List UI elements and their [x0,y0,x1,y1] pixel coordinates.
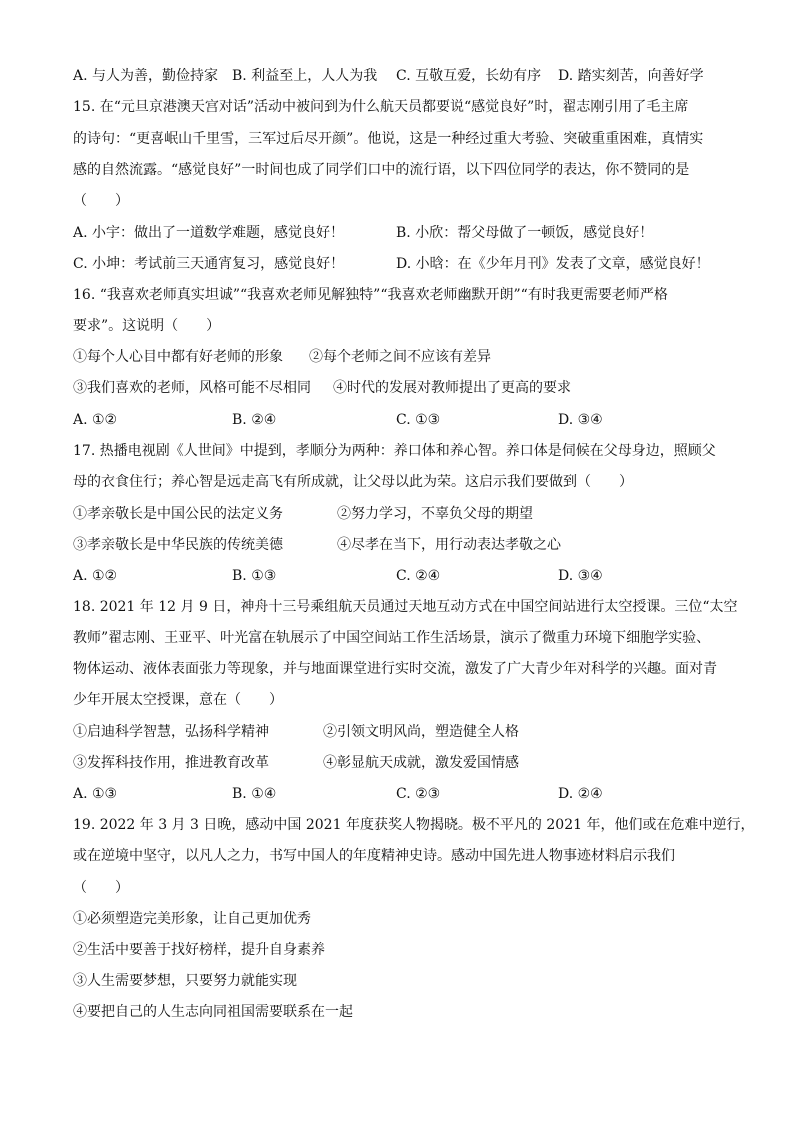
q15-option-d[interactable]: D. 小晗：在《少年月刊》发表了文章，感觉良好！ [396,256,710,272]
q17-option-a[interactable]: A. ①② [73,568,118,584]
q17-statement: ①孝亲敬长是中国公民的法定义务 [73,506,283,522]
q18-statement: ①启迪科学智慧，弘扬科学精神 [73,724,269,740]
q15-option-a[interactable]: A. 小宇：做出了一道数学难题，感觉良好！ [73,225,345,241]
q17-statement: ③孝亲敬长是中华民族的传统美德 [73,537,283,553]
option-d[interactable]: D. 踏实刻苦，向善好学 [558,68,704,84]
q16-option-b[interactable]: B. ②④ [232,412,277,428]
q16-statement: ②每个老师之间不应该有差异 [309,349,491,365]
q15-answer-blank: （ ） [73,193,129,209]
q15-option-b[interactable]: B. 小欣：帮父母做了一顿饭，感觉良好！ [396,225,654,241]
q16-statement: ①每个人心目中都有好老师的形象 [73,349,283,365]
q16-statement: ④时代的发展对教师提出了更高的要求 [333,380,571,396]
q17-statement: ②努力学习，不辜负父母的期望 [337,506,533,522]
q16-statement: ③我们喜欢的老师，风格可能不尽相同 [73,380,311,396]
q15-stem-line: 感的自然流露。“感觉良好”一时间也成了同学们口中的流行语，以下四位同学的表达，你不赞同的是 [73,162,690,178]
q18-option-b[interactable]: B. ①④ [232,786,277,802]
q17-stem-line: 母的衣食住行；养心智是远走高飞有所成就，让父母以此为荣。这启示我们要做到（ ） [73,474,633,490]
q16-option-c[interactable]: C. ①③ [396,412,441,428]
q17-statement: ④尽孝在当下，用行动表达孝敬之心 [337,537,561,553]
q18-statement: ②引领文明风尚，塑造健全人格 [323,724,519,740]
q19-statement: ①必须塑造完美形象，让自己更加优秀 [73,911,311,927]
q17-option-c[interactable]: C. ②④ [396,568,441,584]
q15-stem-line: 的诗句：“更喜岷山千里雪，三军过后尽开颜”。他说，这是一种经过重大考验、突破重重困难，真情实 [73,131,704,147]
q15-stem-line: 15. 在“元旦京港澳天宫对话”活动中被问到为什么航天员都要说“感觉良好”时，翟志刚引用了毛主席 [73,99,689,115]
q16-stem-line: 16. “我喜欢老师真实坦诚”“我喜欢老师见解独特”“我喜欢老师幽默开朗”“有时我更需要老师严格 [73,287,668,303]
q18-option-d[interactable]: D. ②④ [558,786,603,802]
q18-statement: ③发挥科技作用，推进教育改革 [73,755,269,771]
q16-stem-line: 要求”。这说明（ ） [73,318,221,334]
q19-stem-line: 19. 2022 年 3 月 3 日晚，感动中国 2021 年度获奖人物揭晓。极不平凡的 2021 年，他们或在危难中逆行， [73,817,755,833]
q17-option-d[interactable]: D. ③④ [558,568,603,584]
q18-option-c[interactable]: C. ②③ [396,786,441,802]
q19-stem-line: 或在逆境中坚守，以凡人之力，书写中国人的年度精神史诗。感动中国先进人物事迹材料启示我们 [73,848,675,864]
q19-answer-blank: （ ） [73,880,129,896]
q18-stem-line: 少年开展太空授课，意在（ ） [73,692,283,708]
q18-stem-line: 18. 2021 年 12 月 9 日，神舟十三号乘组航天员通过天地互动方式在中国空间站进行太空授课。三位“太空 [73,599,738,615]
option-c[interactable]: C. 互敬互爱，长幼有序 [396,68,542,84]
q16-option-a[interactable]: A. ①② [73,412,118,428]
q17-stem-line: 17. 热播电视剧《人世间》中提到，孝顺分为两种：养口体和养心智。养口体是伺候在父母身边，照顾父 [73,443,716,459]
q16-option-d[interactable]: D. ③④ [558,412,603,428]
q17-option-b[interactable]: B. ①③ [232,568,277,584]
q18-option-a[interactable]: A. ①③ [73,786,118,802]
option-a[interactable]: A. 与人为善，勤俭持家 [73,68,219,84]
q15-option-c[interactable]: C. 小坤：考试前三天通宵复习，感觉良好！ [73,256,345,272]
q18-stem-line: 教师”翟志刚、王亚平、叶光富在轨展示了中国空间站工作生活场景，演示了微重力环境下细胞学实验、 [73,630,711,646]
q18-stem-line: 物体运动、液体表面张力等现象，并与地面课堂进行实时交流，激发了广大青少年对科学的兴趣。面对青 [73,661,717,677]
q19-statement: ②生活中要善于找好榜样，提升自身素养 [73,942,325,958]
q19-statement: ④要把自己的人生志向同祖国需要联系在一起 [73,1004,353,1020]
q19-statement: ③人生需要梦想，只要努力就能实现 [73,973,297,989]
option-b[interactable]: B. 利益至上，人人为我 [232,68,378,84]
q18-statement: ④彰显航天成就，激发爱国情感 [323,755,519,771]
